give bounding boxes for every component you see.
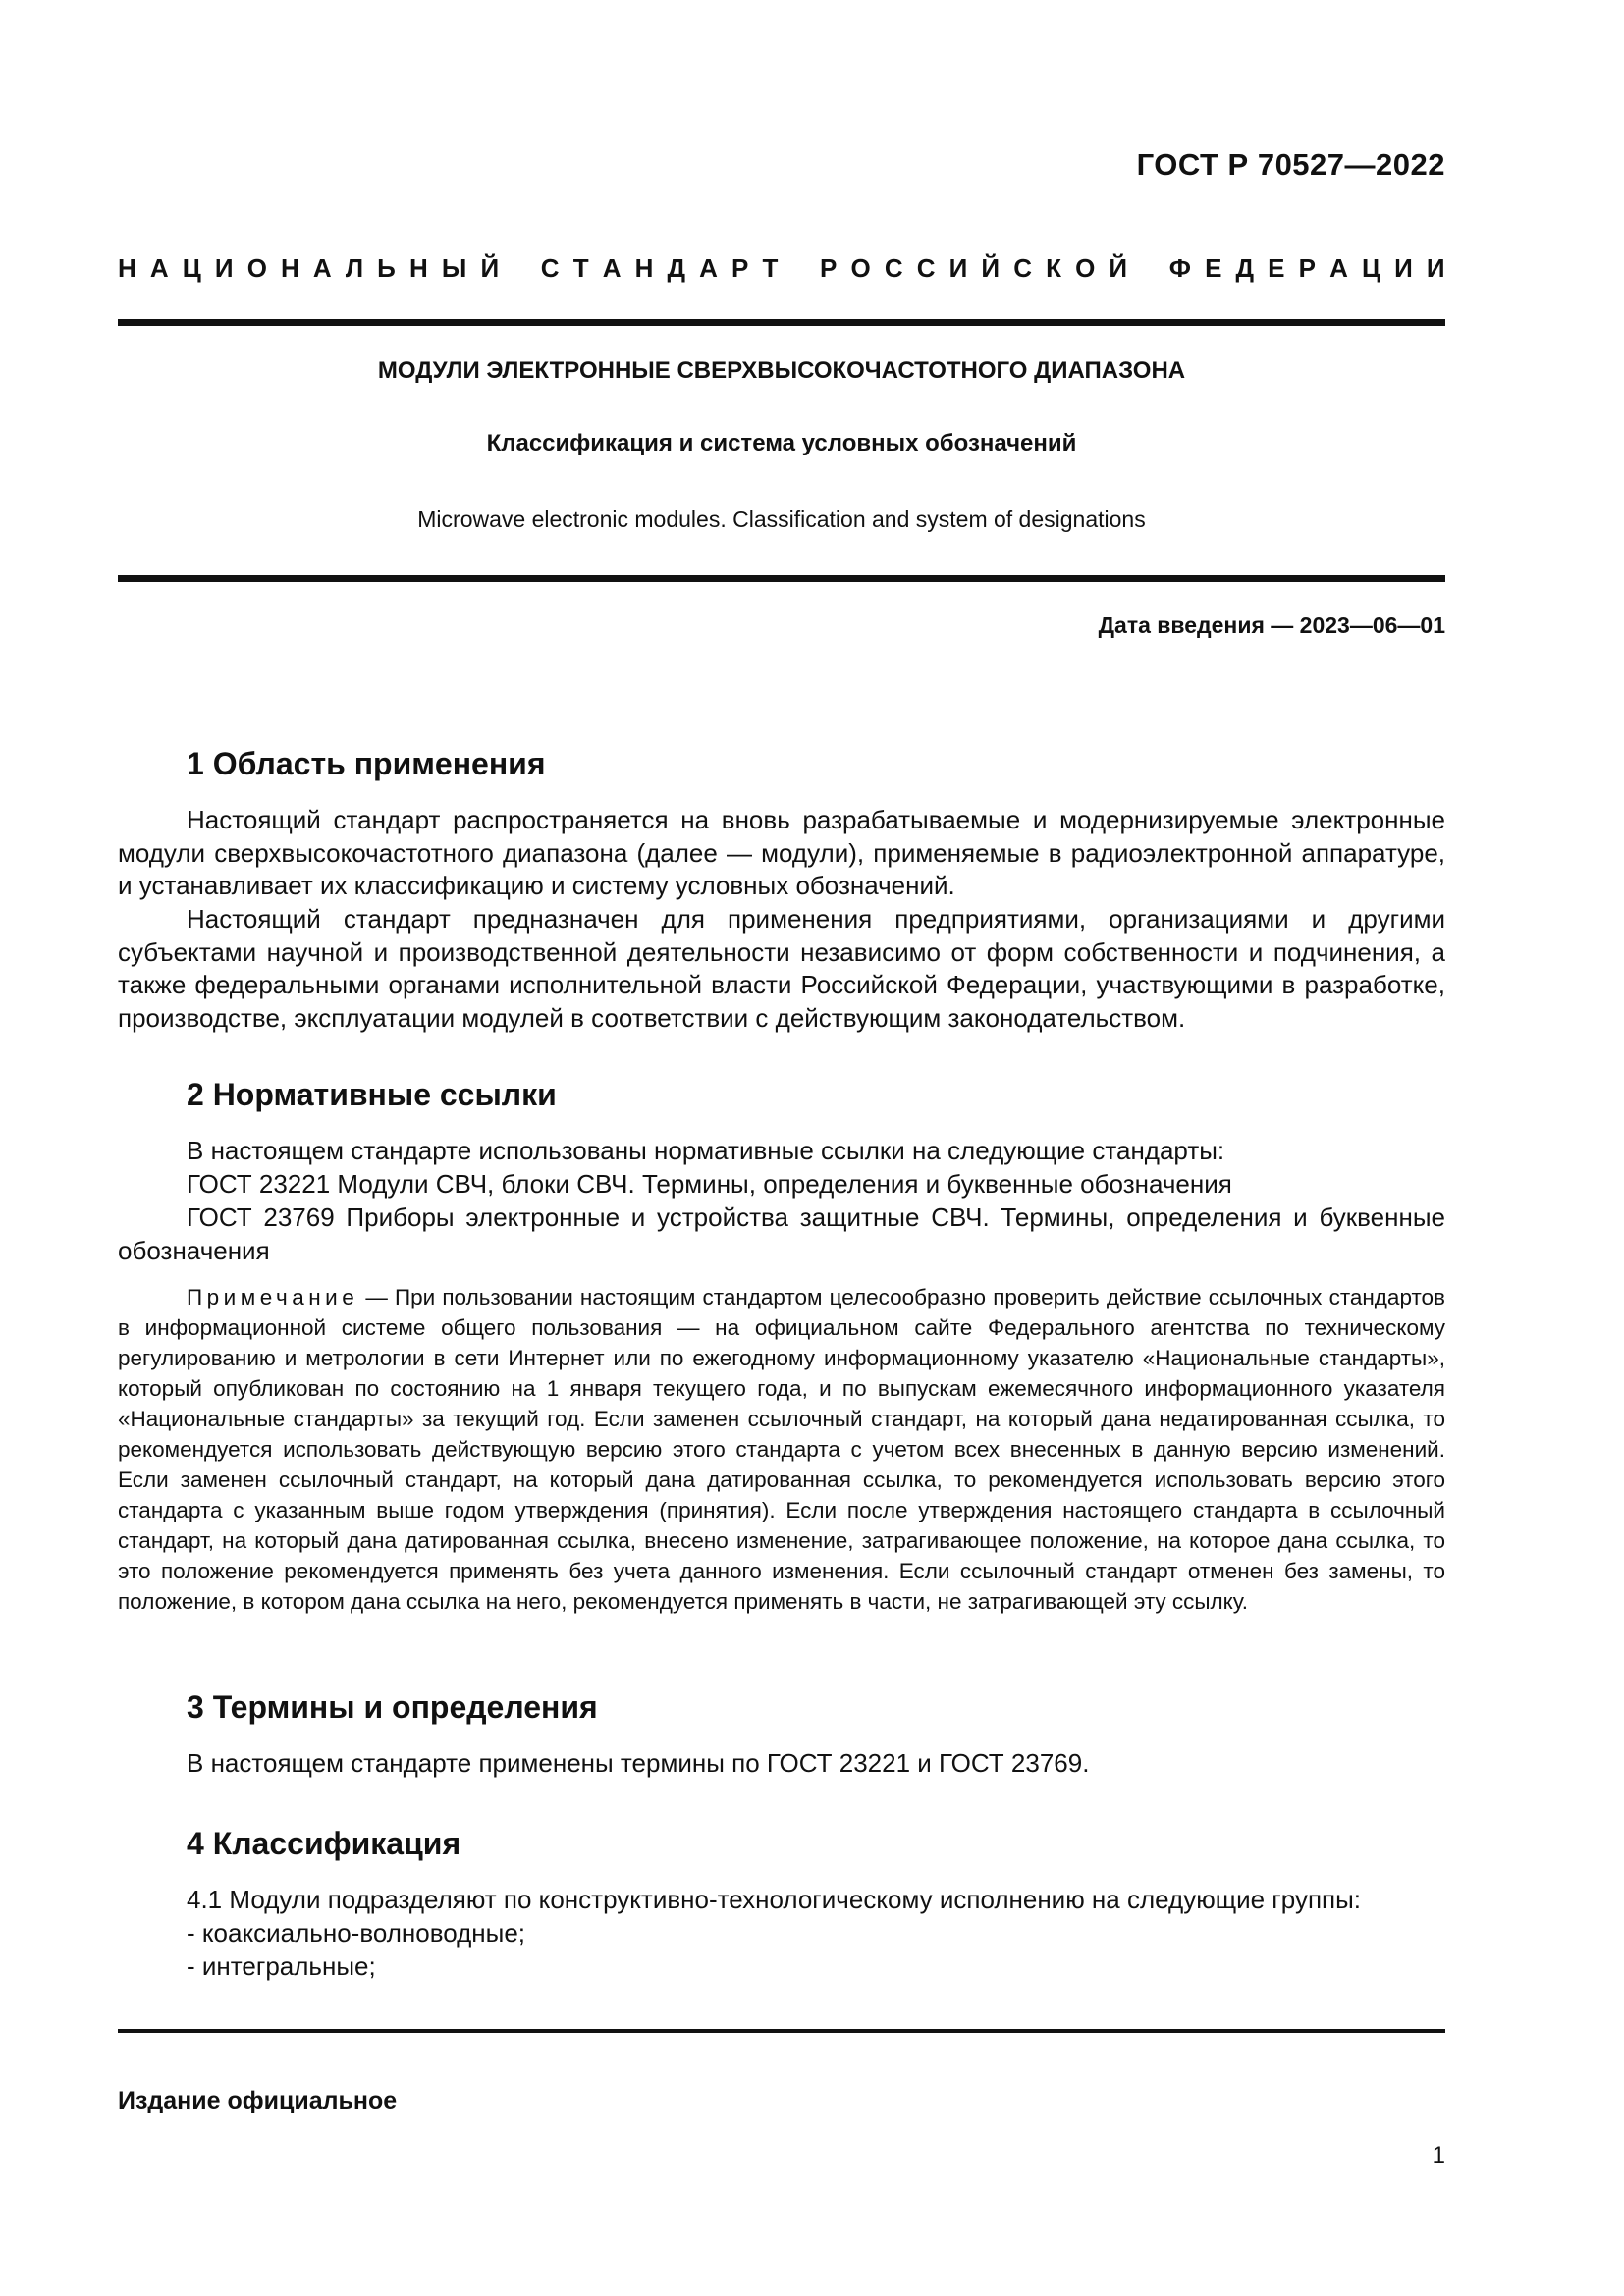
section-3-text: В настоящем стандарте применены термины по ГОСТ 23221 и ГОСТ 23769. (187, 1748, 1090, 1778)
top-divider (118, 319, 1445, 326)
title-letter: Й (480, 253, 500, 283)
title-letter: Е (1268, 253, 1285, 283)
title-letter: Й (981, 253, 1001, 283)
national-standard-title (118, 253, 1445, 284)
title-letter: А (312, 253, 332, 283)
title-letter: А (602, 253, 622, 283)
title-letter: А (699, 253, 718, 283)
title-letter: Р (820, 253, 838, 283)
section-1-paragraph-2: Настоящий стандарт предназначен для применения предприятиями, организациями и другими субъектами научной и производственной деятельности независимо от форм собственности и подчинения, а также федеральными органами исполнительной власти Российской Федерации, участвующими в разработке, производстве, эксплуатации модулей в соответствии с действующим законодательством. (118, 904, 1445, 1033)
reference-gost-23769: ГОСТ 23769 Приборы электронные и устройства защитные СВЧ. Термины, определения и буквенные обозначения (118, 1202, 1445, 1265)
document-page (118, 0, 1445, 2296)
title-letter: Ц (1361, 253, 1380, 283)
section-1-paragraph-1: Настоящий стандарт распространяется на вновь разрабатываемые и модернизируемые электронные модули сверхвысокочастотного диапазона (далее — модули), применяемые в радиоэлектронной аппаратуре, и устанавливает их классификацию и систему условных обозначений. (118, 805, 1445, 900)
section-2-heading: 2 Нормативные ссылки (187, 1077, 557, 1112)
title-letter: Ф (1168, 253, 1191, 283)
english-title: Microwave electronic modules. Classification and system of designations (417, 507, 1146, 532)
note-label: Примечание (187, 1285, 359, 1309)
title-letter: С (884, 253, 903, 283)
section-2-note (118, 1282, 1445, 1617)
clause-4-1: 4.1 Модули подразделяют по конструктивно-технологическому исполнению на следующие группы: (187, 1885, 1362, 1914)
title-letter: Ц (182, 253, 201, 283)
title-letter: О (850, 253, 871, 283)
document-title: МОДУЛИ ЭЛЕКТРОННЫЕ СВЕРХВЫСОКОЧАСТОТНОГО ДИАПАЗОНА (377, 357, 1186, 384)
title-letter: Е (1205, 253, 1222, 283)
title-letter: С (540, 253, 560, 283)
title-letter: Н (281, 253, 299, 283)
title-space (513, 253, 526, 284)
title-letter: С (1013, 253, 1032, 283)
title-letter: Й (1109, 253, 1128, 283)
title-space (791, 253, 805, 284)
footer-divider (118, 2029, 1445, 2033)
list-item: - интегральные; (187, 1951, 376, 1981)
title-letter: С (916, 253, 936, 283)
introduction-date: Дата введения — 2023—06—01 (1098, 613, 1445, 638)
title-letter: Р (731, 253, 749, 283)
title-letter: И (1426, 253, 1445, 283)
section-2-intro: В настоящем стандарте использованы нормативные ссылки на следующие стандарты: (187, 1136, 1225, 1165)
title-letter: Д (667, 253, 685, 283)
edition-label: Издание официальное (118, 2087, 398, 2114)
title-letter: Р (1298, 253, 1316, 283)
section-4-heading: 4 Классификация (187, 1826, 461, 1861)
document-number: ГОСТ Р 70527—2022 (1136, 147, 1445, 182)
title-letter: Д (1235, 253, 1255, 283)
title-letter: Т (572, 253, 589, 283)
document-subtitle: Классификация и система условных обозначений (486, 430, 1077, 456)
title-letter: О (1075, 253, 1096, 283)
title-letter: К (1046, 253, 1061, 283)
title-letter: Н (408, 253, 428, 283)
title-letter: И (948, 253, 968, 283)
title-letter: Ь (377, 253, 396, 283)
title-letter: Т (762, 253, 779, 283)
page-number: 1 (1432, 2142, 1445, 2168)
title-letter: А (149, 253, 169, 283)
title-letter: И (214, 253, 234, 283)
title-bottom-divider (118, 575, 1445, 582)
note-text: — При пользовании настоящим стандартом целесообразно проверить действие ссылочных стандартов в информационной системе общего пользования — на официальном сайте Федерального агентства по техническому регулированию и метрологии в сети Интернет или по ежегодному информационному указателю «Национальные стандарты», который опубликован по состоянию на 1 января текущего года, и по выпускам ежемесячного информационного указателя «Национальные стандарты» за текущий год. Если заменен ссылочный стандарт, на который дана недатированная ссылка, то рекомендуется использовать действующую версию этого стандарта с учетом всех внесенных в данную версию изменений. Если заменен ссылочный стандарт, на который дана датированная ссылка, то рекомендуется использовать версию этого стандарта с указанным выше годом утверждения (принятия). Если после утверждения настоящего стандарта в ссылочный стандарт, на который дана датированная ссылка, внесено изменение, затрагивающее положение, на которое дана ссылка, то это положение рекомендуется применять без учета данного изменения. Если ссылочный стандарт отменен без замены, то положение, в котором дана ссылка на него, рекомендуется применять в части, не затрагивающей эту ссылку. (118, 1285, 1445, 1614)
title-letter: Н (634, 253, 654, 283)
reference-gost-23221: ГОСТ 23221 Модули СВЧ, блоки СВЧ. Термины, определения и буквенные обозначения (187, 1169, 1232, 1199)
title-letter: Л (345, 253, 364, 283)
list-item: - коаксиально-волноводные; (187, 1918, 526, 1948)
title-letter: А (1329, 253, 1348, 283)
section-3-heading: 3 Термины и определения (187, 1689, 598, 1725)
title-letter: Н (118, 253, 136, 283)
section-1-heading: 1 Область применения (187, 746, 546, 781)
title-letter: О (246, 253, 267, 283)
title-space (1141, 253, 1155, 284)
title-letter: И (1394, 253, 1413, 283)
title-letter: Ы (441, 253, 467, 283)
